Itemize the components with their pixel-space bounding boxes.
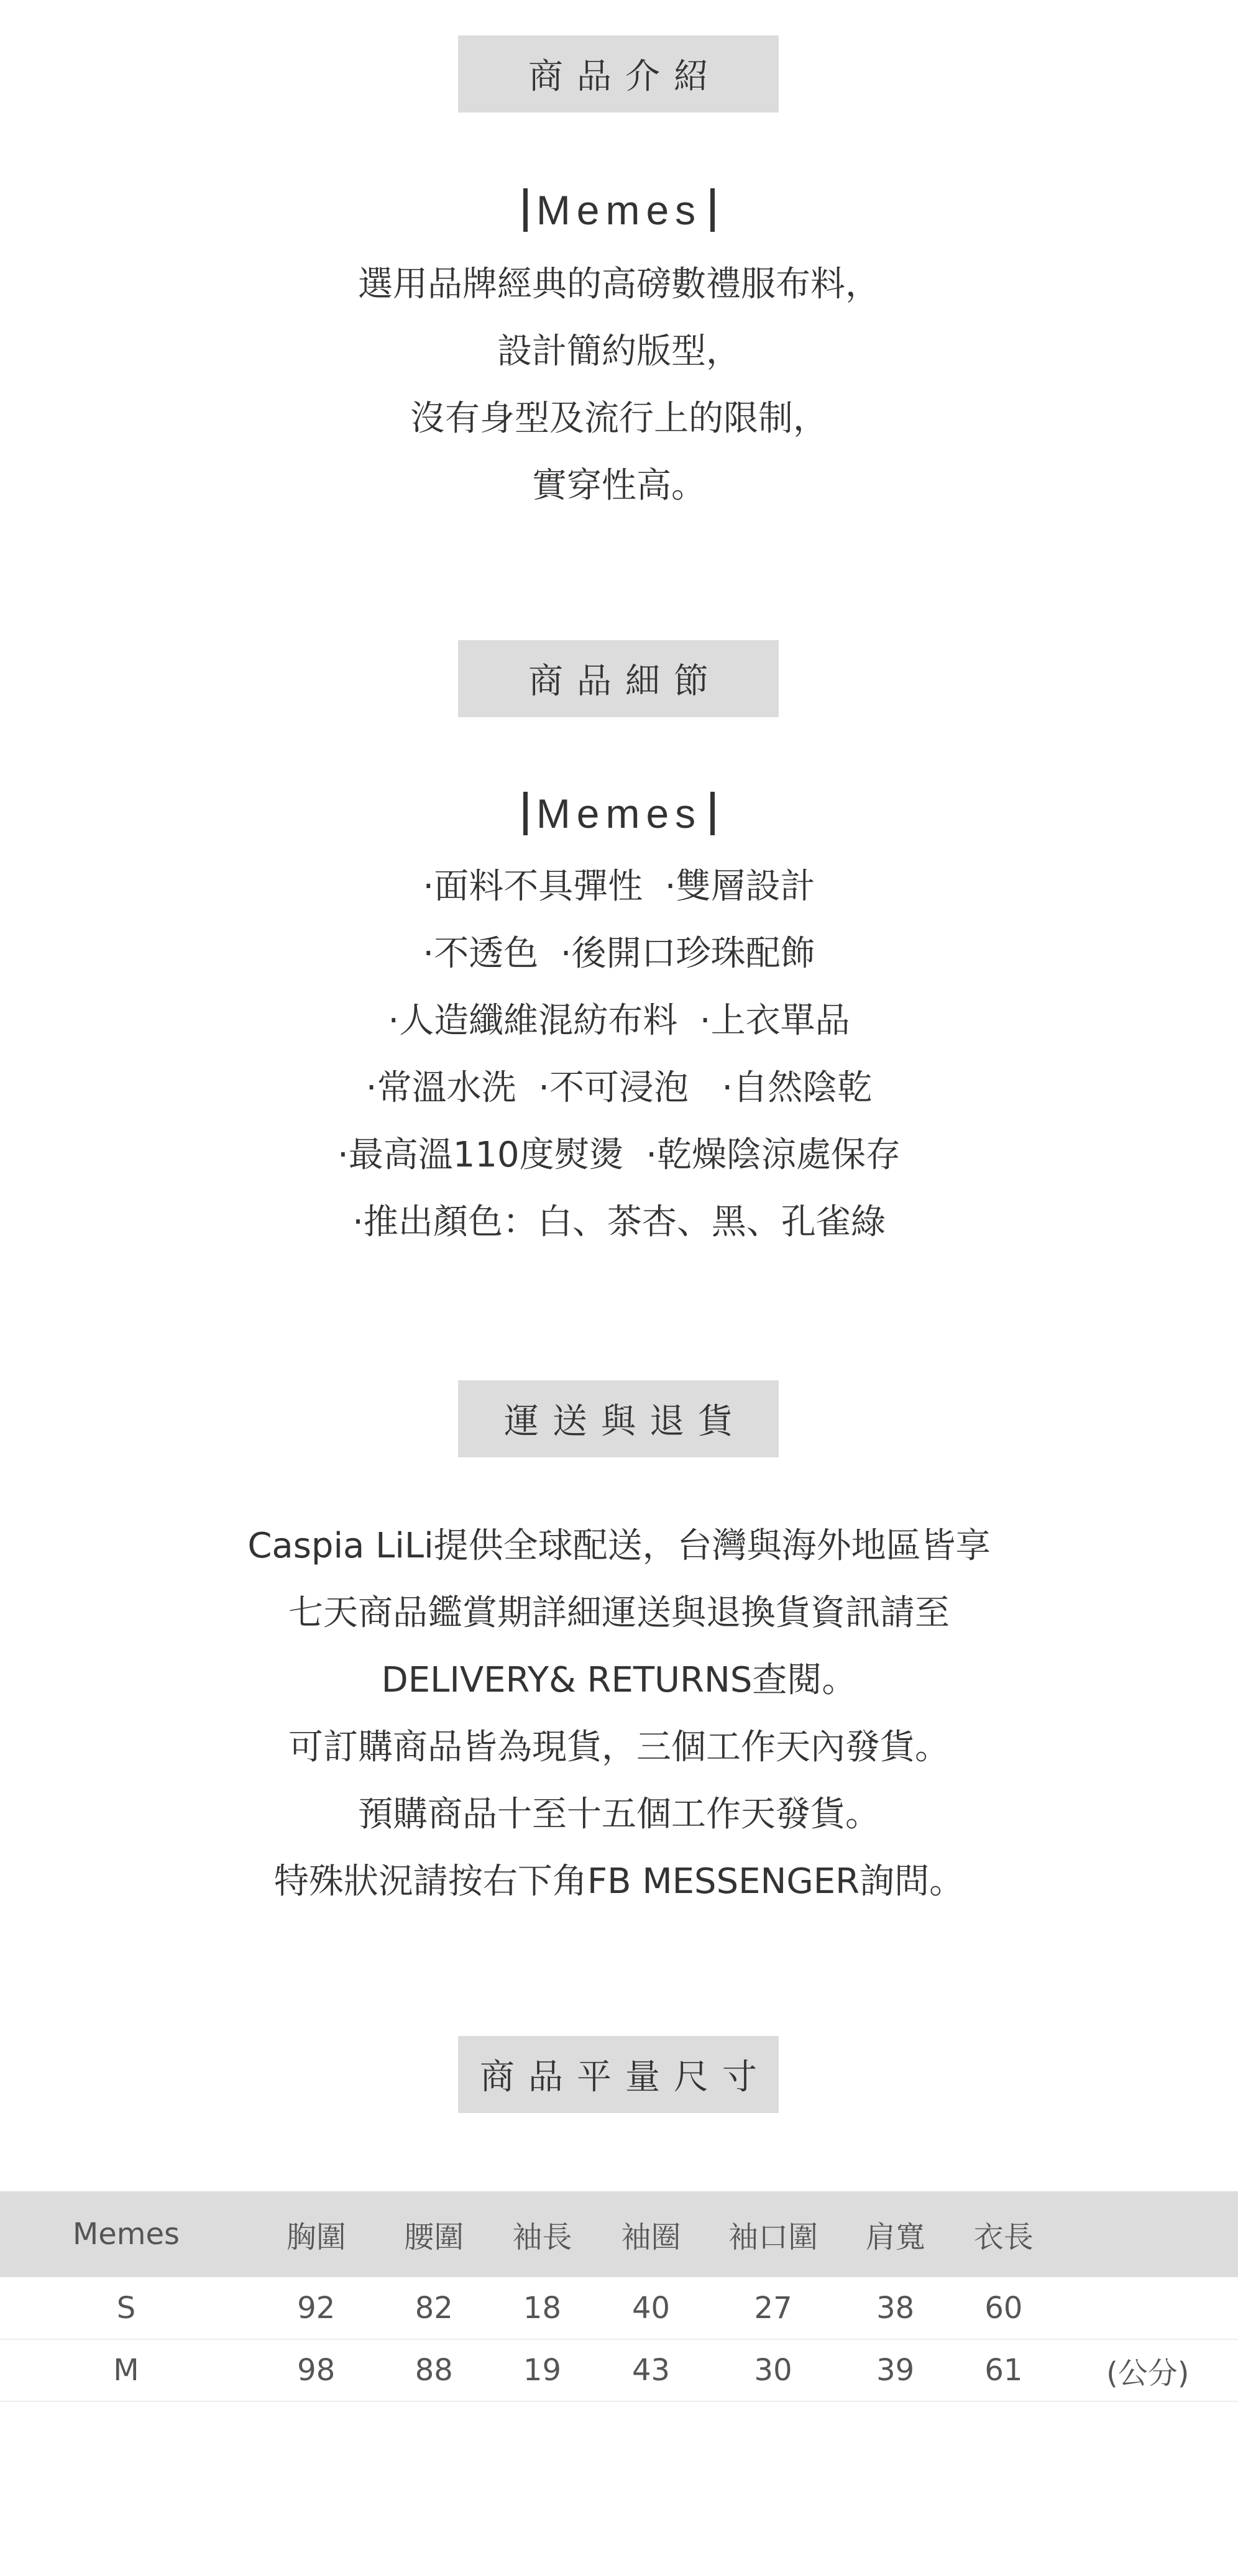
details-line: ·人造纖維混紡布料 ·上衣單品	[388, 1001, 850, 1041]
table-cell: 18	[523, 2290, 561, 2326]
table-cell: 82	[415, 2290, 453, 2326]
intro-line: 沒有身型及流行上的限制，	[410, 398, 828, 439]
table-cell: 40	[631, 2290, 671, 2326]
section-title-size: 商品平量尺寸	[458, 2036, 779, 2113]
table-cell: 61	[984, 2353, 1023, 2388]
brand-heading-intro	[0, 182, 1238, 238]
table-cell: 92	[297, 2290, 336, 2326]
shipping-info	[0, 1513, 1238, 1915]
details-line: ·推出顏色：白、茶杏、黑、孔雀綠	[352, 1202, 886, 1242]
table-cell: 38	[876, 2290, 915, 2326]
section-title-shipping: 運送與退貨	[458, 1380, 779, 1457]
table-cell: 39	[876, 2353, 915, 2388]
table-cell: 43	[631, 2353, 671, 2388]
shipping-line: 可訂購商品皆為現貨，三個工作天內發貨。	[288, 1727, 950, 1767]
details-list	[0, 853, 1238, 1256]
brand-heading-details	[0, 786, 1238, 841]
brand-name: Memes	[536, 187, 702, 233]
table-cell: 19	[523, 2353, 561, 2388]
intro-description	[0, 251, 1238, 520]
size-table-header-row	[0, 2191, 1238, 2277]
brand-name: Memes	[536, 791, 702, 837]
table-cell: 60	[984, 2290, 1023, 2326]
intro-line: 設計簡約版型，	[497, 331, 741, 372]
table-cell: 98	[297, 2353, 336, 2388]
divider-bar-right	[710, 792, 715, 835]
header-cell-cuff: 袖口圍	[728, 2219, 818, 2255]
table-row	[0, 2277, 1238, 2339]
table-row	[0, 2339, 1238, 2401]
size-label-cell: M	[113, 2353, 139, 2388]
details-line: ·常溫水洗 ·不可浸泡 ·自然陰乾	[365, 1068, 873, 1108]
header-cell-model: Memes	[72, 2217, 180, 2252]
shipping-line: 預購商品十至十五個工作天發貨。	[358, 1794, 880, 1835]
section-title-intro: 商品介紹	[458, 35, 779, 112]
divider-bar-left	[523, 188, 528, 232]
unit-label-cell: (公分)	[1106, 2355, 1190, 2391]
header-cell-shoulder: 肩寬	[865, 2219, 925, 2255]
shipping-line: DELIVERY& RETURNS查閱。	[381, 1660, 857, 1700]
details-line: ·不透色 ·後開口珍珠配飾	[423, 933, 815, 974]
header-cell-length: 衣長	[973, 2219, 1034, 2255]
table-cell: 30	[754, 2353, 792, 2388]
size-table	[0, 2191, 1238, 2402]
header-cell-chest: 胸圍	[286, 2219, 346, 2255]
details-line: ·面料不具彈性 ·雙層設計	[423, 866, 815, 907]
header-cell-waist: 腰圍	[404, 2219, 464, 2255]
intro-line: 選用品牌經典的高磅數禮服布料，	[358, 264, 880, 305]
size-label-cell: S	[116, 2290, 136, 2326]
header-cell-unit	[1058, 2191, 1238, 2277]
table-cell	[1058, 2277, 1238, 2339]
header-cell-armhole: 袖圈	[621, 2219, 681, 2255]
section-title-details: 商品細節	[458, 640, 779, 717]
divider-bar-right	[710, 188, 715, 232]
shipping-line: 七天商品鑑賞期詳細運送與退換貨資訊請至	[288, 1593, 950, 1633]
table-cell: 27	[754, 2290, 792, 2326]
divider-bar-left	[523, 792, 528, 835]
table-cell: 88	[415, 2353, 453, 2388]
shipping-line: 特殊狀況請按右下角FB MESSENGER詢問。	[273, 1861, 965, 1902]
shipping-line: Caspia LiLi提供全球配送，台灣與海外地區皆享	[247, 1526, 991, 1566]
intro-line: 實穿性高。	[532, 465, 706, 506]
details-line: ·最高溫110度熨燙 ·乾燥陰涼處保存	[337, 1135, 901, 1175]
header-cell-sleeve-length: 袖長	[512, 2219, 572, 2255]
